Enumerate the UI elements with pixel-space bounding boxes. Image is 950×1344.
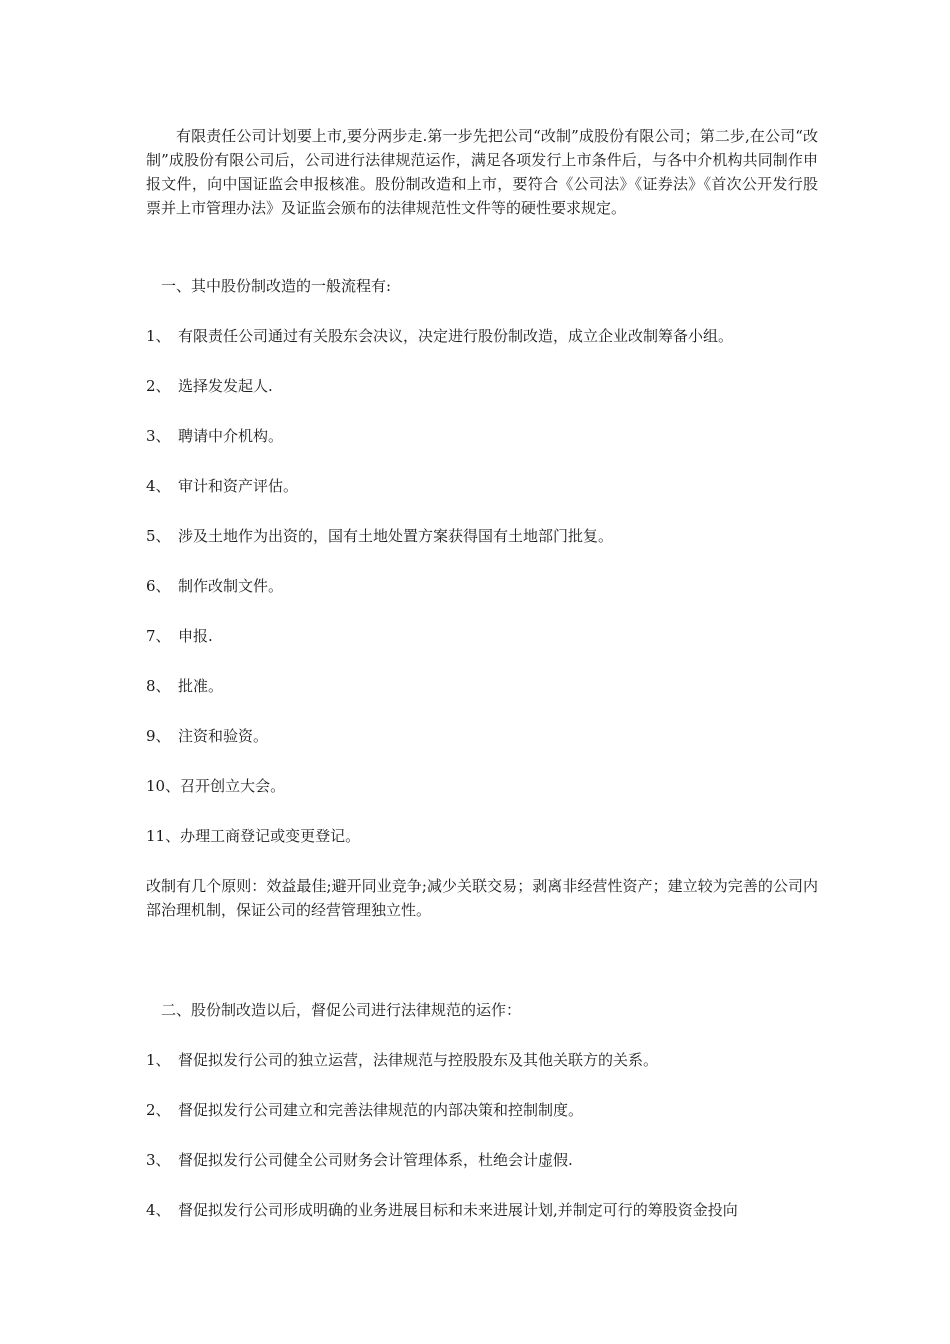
list-item-number: 7、 [146,627,171,645]
principles-paragraph: 改制有几个原则：效益最佳;避开同业竞争;减少关联交易；剥离非经营性资产；建立较为完善的公司内部治理机制，保证公司的经营管理独立性。 [146,877,818,919]
list-item-text: 审计和资产评估。 [178,477,299,495]
list-item [146,1148,573,1172]
list-item [146,1048,658,1072]
list-item [146,524,613,548]
list-item-number: 1、 [146,327,171,345]
list-item-number: 11、 [146,827,181,845]
list-item [146,324,733,348]
list-item [146,824,360,848]
list-item-text: 督促拟发行公司的独立运营，法律规范与控股股东及其他关联方的关系。 [178,1051,659,1069]
list-item-text: 制作改制文件。 [178,577,284,595]
list-item-number: 4、 [146,1201,171,1219]
list-item-number: 2、 [146,377,171,395]
section1-heading: 一、其中股份制改造的一般流程有: [161,277,392,295]
list-item-number: 4、 [146,477,171,495]
list-item-text: 督促拟发行公司建立和完善法律规范的内部决策和控制制度。 [178,1101,584,1119]
list-item [146,424,283,448]
list-item-number: 2、 [146,1101,171,1119]
list-item [146,624,213,648]
list-item [146,774,285,798]
list-item [146,374,273,398]
list-item-text: 督促拟发行公司健全公司财务会计管理体系，杜绝会计虚假. [178,1151,573,1169]
list-item-text: 批准。 [178,677,224,695]
list-item-text: 聘请中介机构。 [178,427,284,445]
list-item-text: 注资和验资。 [178,727,269,745]
list-item-number: 6、 [146,577,171,595]
list-item-number: 3、 [146,1151,171,1169]
list-item-text: 督促拟发行公司形成明确的业务进展目标和未来进展计划,并制定可行的筹股资金投向 [178,1201,738,1219]
list-item-text: 有限责任公司通过有关股东会决议，决定进行股份制改造，成立企业改制筹备小组。 [178,327,734,345]
list-item-number: 5、 [146,527,171,545]
list-item [146,1098,583,1122]
list-item-text: 办理工商登记或变更登记。 [180,827,361,845]
list-item [146,474,298,498]
list-item-text: 选择发发起人. [178,377,273,395]
list-item-number: 1、 [146,1051,171,1069]
list-item [146,574,283,598]
list-item-number: 8、 [146,677,171,695]
list-item-number: 9、 [146,727,171,745]
list-item-number: 3、 [146,427,171,445]
list-item [146,1198,738,1222]
list-item-text: 召开创立大会。 [180,777,286,795]
list-item [146,674,223,698]
list-item-text: 涉及土地作为出资的，国有土地处置方案获得国有土地部门批复。 [178,527,614,545]
intro-paragraph: 有限责任公司计划要上市,要分两步走.第一步先把公司“改制”成股份有限公司；第二步,在公司“改制”成股份有限公司后，公司进行法律规范运作，满足各项发行上市条件后，与各中介机构共同制作申报文件，向中国证监会申报核准。股份制改造和上市，要符合《公司法》《证券法》《首次公开发行股票并上市管理办法》及证监会颁布的法律规范性文件等的硬性要求规定。 [146,127,818,217]
section2-heading: 二、股份制改造以后，督促公司进行法律规范的运作： [161,1001,522,1019]
list-item [146,724,268,748]
list-item-number: 10、 [146,777,181,795]
list-item-text: 申报. [178,627,213,645]
